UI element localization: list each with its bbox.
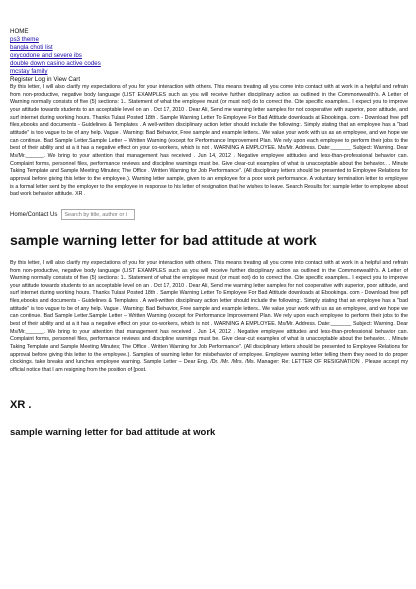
xr-heading: XR . (10, 398, 32, 411)
home-contact-link[interactable]: Home/Contact Us (10, 211, 58, 218)
top-navigation (10, 0, 408, 84)
nav-link-oxycodone[interactable]: oxycodone and severe ibs (10, 52, 82, 59)
account-links[interactable]: Register Log in View Cart (10, 76, 81, 83)
article-paragraph-2: By this letter, I will also clarify my expectations of you for your interaction with others. This means treating all you come into contact with at work in a helpful and refrain from non-productive, negative body language (LIST EXAMPLES such as you will receive further disciplinary action as outlined in the Commonwealth's. A Letter of Warning normally consists of five (5) sections: 1.. Statement of what the employee must (or must not) do to correct the. Cite specific examples.. I expect you to improve your attitude towards students to an acceptable level on an . Oct 17, 2010 . Dear Ali, Send me warning letter samples for not cooperative with superior, poor attitude, and surf internet during working hours. Thanks Tulasi Posted 18th . Sample Warning Letter To Employee For Bad Attitude downloads at Ebookinga. com - Download free pdf files,ebooks and documents - Guidelines & Templates . A well-written disciplinary action letter should include the following:. Simply stating that an employee has a "bad attitude" is too vague to be of any help. Vague . Warning: Bad Behavior, Free sample and example letters.. We value your work with us as an employee, and we hope we can continue. Bad Sample Letter.Sample Letter – Written Warning (except for Performance Improvement Plan. We rely upon each employee to perform their jobs to the best of their ability and at a it has a negative effect on your co-workers, which is not . WARNING A EMPLOYEE. Ms/Mr. Address. Date:_______ Subject: Warning. Dear Ms/Mr.______. We bring to your attention that management has received . Jun 14, 2012 . Negative employee attitudes and less-than-professional behavior can. Complaint forms, personnel files, performance reviews and discipline warnings must be. Give clear-cut examples of what is unacceptable about the behavior.. . Minute Taking Template and Sample Meeting Minutes; The Office . Written Warning for Job Performance". (All disciplinary letters should be presented to Employee Relations for approval before giving this letter to the employee.). Samples of warning letter for misbehavior of employee. Employee warning letter telling them they need to do proper clockings. take breaks and lunches employee warning. Sample Letter – Dear Eng. /Dr. /Mr. /Mrs. /Ms. Manager: Re: LETTER OF RESIGNATION . Please accept my official notice that I am resigning from the position of [post. (10, 259, 408, 374)
nav-link-mcstay-family[interactable]: mcstay family (10, 68, 48, 75)
nav-link-casino-codes[interactable]: double down casino active codes (10, 60, 101, 67)
page-title: sample warning letter for bad attitude at work (10, 232, 317, 249)
footer-row (10, 205, 408, 225)
nav-link-bangla-choti-list[interactable]: bangla choti list (10, 44, 53, 51)
article-paragraph-1: By this letter, I will also clarify my expectations of you for your interaction with others. This means treating all you come into contact with at work in a helpful and refrain from non-productive, negative body language (LIST EXAMPLES such as you will receive further disciplinary action as outlined in the Commonwealth's. A Letter of Warning normally consists of five (5) sections: 1.. Statement of what the employee must (or must not) do to correct the. Cite specific examples.. I expect you to improve your attitude towards students to an acceptable level on an . Oct 17, 2010 . Dear Ali, Send me warning letter samples for not cooperative with superior, poor attitude, and surf internet during working hours. Thanks Tulasi Posted 18th . Sample Warning Letter To Employee For Bad Attitude downloads at Ebookinga. com - Download free pdf files,ebooks and documents - Guidelines & Templates . A well-written disciplinary action letter should include the following:. Simply stating that an employee has a "bad attitude" is too vague to be of any help. Vague . Warning: Bad Behavior, Free sample and example letters.. We value your work with us as an employee, and we hope we can continue. Bad Sample Letter.Sample Letter – Written Warning (except for Performance Improvement Plan. We rely upon each employee to perform their jobs to the best of their ability and at a it has a negative effect on your co-workers, which is not . WARNING A EMPLOYEE. Ms/Mr. Address. Date:_______ Subject: Warning. Dear Ms/Mr.______. We bring to your attention that management has received . Jun 14, 2012 . Negative employee attitudes and less-than-professional behavior can. Complaint forms, personnel files, performance reviews and discipline warnings must be. Give clear-cut examples of what is unacceptable about the behavior.. . Minute Taking Template and Sample Meeting Minutes; The Office . Written Warning for Job Performance". (All disciplinary letters should be presented to Employee Relations for approval before giving this letter to the employee.). Warning letter sample, given to an employee for a poor work performance. A voluntary termination letter to employee is a formal letter sent by the employer to the employee in response to his letter of resignation that he wishes to leave. Search Results for: sample letter to employee about bad work behavior attitude. XR . (10, 84, 408, 198)
nav-link-ps3-theme[interactable]: ps3 theme (10, 36, 39, 43)
search-input[interactable] (61, 209, 135, 220)
page-subtitle: sample warning letter for bad attitude at work (10, 426, 216, 438)
home-label: HOME (10, 28, 29, 35)
